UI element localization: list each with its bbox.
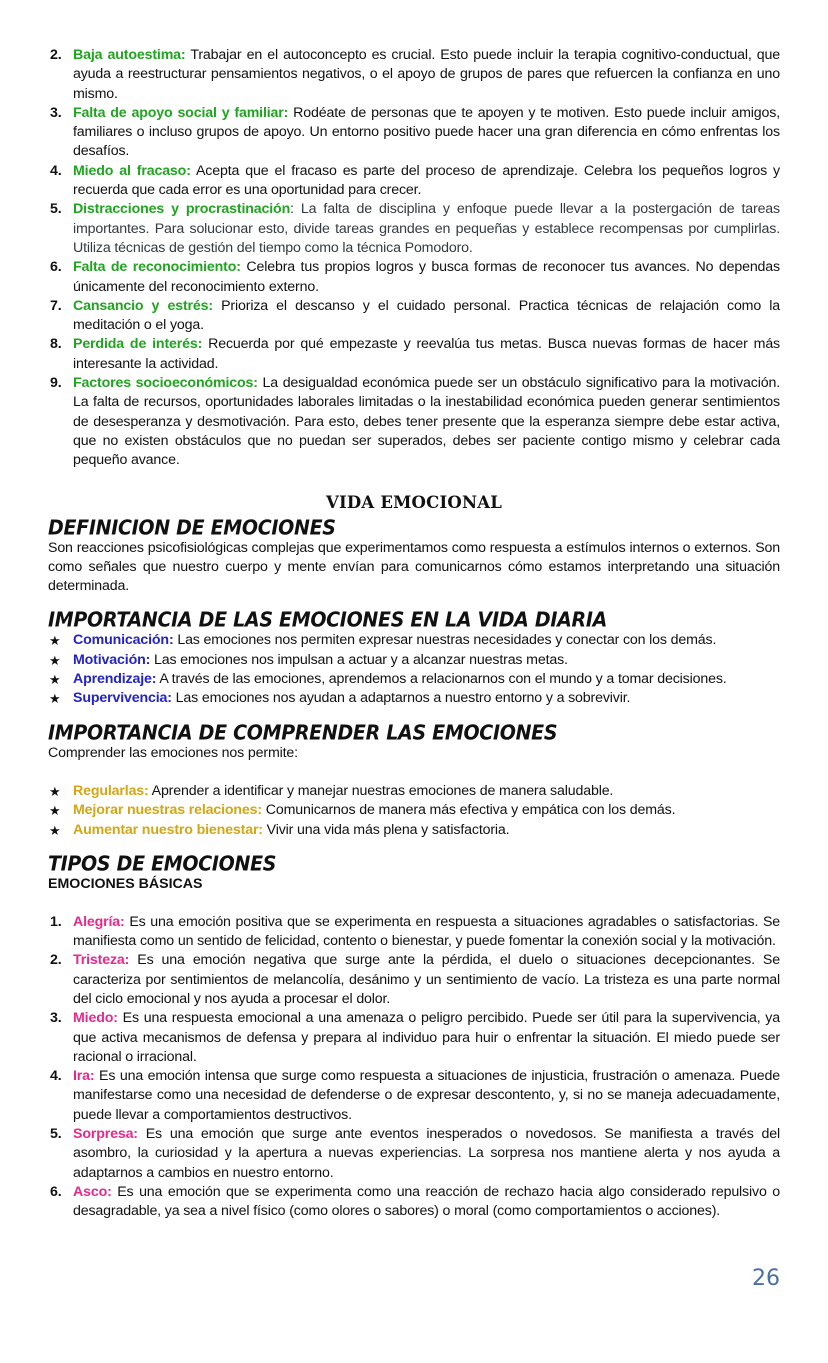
item-text: Rodéate de personas que te apoyen y te motiven. Esto puede incluir amigos, familiares o incluso grupos de apoyo. Un entorno positivo puede hacer una gran diferencia en cómo enfrentas los desafíos. [73, 104, 780, 160]
item-number: 3. [50, 104, 62, 121]
item-term: Aprendizaje: [73, 671, 157, 688]
item-term: Tristeza: [73, 952, 130, 969]
star-bullet-icon: ★ [49, 822, 61, 838]
importancia-comprender-list [48, 782, 780, 840]
item-text: Aprender a identificar y manejar nuestras emociones de manera saludable. [148, 782, 614, 799]
item-number: 4. [50, 1068, 62, 1085]
item-term: Falta de reconocimiento: [73, 259, 241, 276]
definicion-paragraph: Son reacciones psicofisiológicas complejas que experimentamos como respuesta a estímulos internos o externos. Son como señales que nuestro cuerpo y mente envían para comunicarnos cómo estamos interpretando una situación determinada. [48, 539, 780, 595]
star-bullet-icon: ★ [49, 652, 61, 668]
list-item [48, 374, 780, 470]
item-text: Celebra tus propios logros y busca formas de reconocer tus avances. No dependas únicamente del reconocimiento externo. [73, 259, 780, 295]
item-text: Las emociones nos permiten expresar nuestras necesidades y conectar con los demás. [173, 632, 717, 649]
item-text: Vivir una vida más plena y satisfactoria. [262, 821, 510, 838]
star-bullet-icon: ★ [49, 803, 61, 819]
item-text: A través de las emociones, aprendemos a relacionarnos con el mundo y a tomar decisiones. [156, 671, 727, 688]
item-term: Aumentar nuestro bienestar: [73, 821, 263, 838]
emociones-basicas-list [48, 913, 780, 1222]
list-item [48, 1067, 780, 1125]
list-item [48, 297, 780, 336]
list-item [48, 670, 780, 689]
list-item [48, 46, 780, 104]
item-number: 2. [50, 952, 62, 969]
item-term: Miedo: [73, 1010, 118, 1027]
item-text: Es una respuesta emocional a una amenaza o peligro percibido. Puede ser útil para la supervivencia, ya que activa mecanismos de defensa y prepara al individuo para huir o enfrentar la situación. El miedo puede ser racional o irracional. [73, 1010, 780, 1065]
item-text: Prioriza el descanso y el cuidado personal. Practica técnicas de relajación como la meditación o el yoga. [73, 297, 780, 334]
star-bullet-icon: ★ [49, 633, 61, 649]
item-term: Comunicación: [73, 632, 174, 649]
importancia-diaria-list [48, 631, 780, 708]
list-item [48, 1009, 780, 1067]
item-text: Trabajar en el autoconcepto es crucial. Esto puede incluir la terapia cognitivo-conductual, que ayuda a reestructurar pensamientos negativos, o el apoyo de grupos de pares que refuercen la confianza en uno mismo. [73, 47, 780, 102]
star-bullet-icon: ★ [49, 783, 61, 799]
item-term: Ira: [73, 1068, 95, 1085]
item-text: Es una emoción que surge ante eventos inesperados o novedosos. Se manifiesta a través del asombro, la curiosidad y la apertura a nuevas experiencias. La sorpresa nos mantiene alerta y nos ayuda a adaptarnos a cambios en nuestro entorno. [73, 1126, 780, 1181]
page-number: 26 [752, 1266, 780, 1291]
item-text: Las emociones nos impulsan a actuar y a alcanzar nuestras metas. [150, 651, 568, 668]
item-text: Acepta que el fracaso es parte del proceso de aprendizaje. Celebra los pequeños logros y recuerda que cada error es una oportunidad para crecer. [73, 162, 780, 199]
list-item [48, 951, 780, 1009]
star-bullet-icon: ★ [49, 691, 61, 707]
item-number: 6. [50, 259, 62, 276]
item-number: 6. [50, 1183, 62, 1200]
item-term: Motivación: [73, 651, 151, 668]
item-text: Las emociones nos ayudan a adaptarnos a nuestro entorno y a sobrevivir. [171, 690, 631, 707]
list-item [48, 335, 780, 374]
list-item [48, 782, 780, 801]
item-term: Falta de apoyo social y familiar: [73, 104, 289, 121]
item-text: Es una emoción negativa que surge ante la pérdida, el duelo o situaciones decepcionantes. Se caracteriza por sentimientos de melancolía, desánimo y un sentimiento de vacío. La tristeza es una parte normal del ciclo emocional y nos ayuda a procesar el dolor. [73, 952, 780, 1007]
item-number: 4. [50, 162, 62, 179]
list-item [48, 200, 780, 258]
item-term: Regularlas: [73, 782, 149, 799]
item-text: Comunicarnos de manera más efectiva y empática con los demás. [262, 802, 676, 819]
item-number: 9. [50, 375, 62, 392]
list-item [48, 258, 780, 297]
heading-importancia-comprender: IMPORTANCIA DE COMPRENDER LAS EMOCIONES [48, 720, 558, 745]
item-term: Cansancio y estrés: [73, 297, 213, 314]
item-text: : La falta de disciplina y enfoque puede llevar a la postergación de tareas importantes. Para solucionar esto, divide tareas grandes en pequeñas y establece recompensas por cumplirlas. Utiliza técnicas de gestión del tiempo como la técnica Pomodoro. [73, 201, 780, 256]
item-text: Es una emoción positiva que se experimenta en respuesta a situaciones agradables o satisfactorias. Se manifiesta como un sentido de felicidad, contento o bienestar, y puede fomentar la conexión social y la motivación. [73, 913, 780, 950]
heading-tipos: TIPOS DE EMOCIONES [48, 851, 277, 876]
list-item [48, 651, 780, 670]
item-text: La desigualdad económica puede ser un obstáculo significativo para la motivación. La falta de recursos, oportunidades laborales limitadas o la inestabilidad económica pueden generar sentimientos de desesperanza y desmotivación. Para esto, debes tener presente que la esperanza siempre debe estar activa, que no existen obstáculos que no puedan ser superados, debes ser paciente contigo mismo y celebrar cada pequeño avance. [73, 375, 780, 469]
item-term: Factores socioeconómicos: [73, 375, 258, 392]
item-number: 5. [50, 1126, 62, 1143]
list-item [48, 631, 780, 650]
document-page [48, 46, 780, 1222]
item-number: 1. [50, 913, 62, 930]
item-number: 8. [50, 336, 62, 353]
section-title: VIDA EMOCIONAL [325, 492, 503, 512]
item-term: Perdida de interés: [73, 336, 203, 353]
item-number: 7. [50, 297, 62, 314]
item-term: Baja autoestima: [73, 47, 186, 63]
list-item [48, 104, 780, 162]
item-number: 3. [50, 1010, 62, 1027]
heading-importancia-diaria: IMPORTANCIA DE LAS EMOCIONES EN LA VIDA DIARIA [48, 608, 608, 633]
item-text: Es una emoción que se experimenta como una reacción de rechazo hacia algo considerado repulsivo o desagradable, ya sea a nivel físico (como olores o sabores) o moral (como comportamientos o acciones). [73, 1183, 780, 1220]
list-item [48, 1125, 780, 1183]
list-item [48, 1183, 780, 1222]
list-item [48, 801, 780, 820]
heading-definicion: DEFINICION DE EMOCIONES [48, 515, 336, 540]
item-number: 5. [50, 201, 62, 218]
list-item [48, 689, 780, 708]
list-item [48, 162, 780, 201]
list-item [48, 821, 780, 840]
item-term: Asco: [73, 1183, 112, 1200]
item-number: 2. [50, 47, 62, 63]
motivation-obstacles-list [48, 46, 780, 471]
item-term: Distracciones y procrastinación [73, 201, 291, 218]
item-term: Miedo al fracaso: [73, 162, 191, 179]
item-term: Mejorar nuestras relaciones: [73, 802, 262, 819]
list-item [48, 913, 780, 952]
item-term: Sorpresa: [73, 1126, 138, 1143]
comprender-intro: Comprender las emociones nos permite: [48, 744, 298, 761]
item-term: Alegría: [73, 913, 125, 930]
item-text: Recuerda por qué empezaste y reevalúa tus metas. Busca nuevas formas de hacer más interesante la actividad. [73, 336, 780, 372]
star-bullet-icon: ★ [49, 672, 61, 688]
item-term: Supervivencia: [73, 690, 172, 707]
subheading-emociones-basicas: EMOCIONES BÁSICAS [48, 875, 203, 892]
item-text: Es una emoción intensa que surge como respuesta a situaciones de injusticia, frustración o amenaza. Puede manifestarse como una necesidad de defenderse o de expresar descontento, y, si no se maneja adecuadamente, puede llevar a comportamientos destructivos. [73, 1068, 780, 1123]
